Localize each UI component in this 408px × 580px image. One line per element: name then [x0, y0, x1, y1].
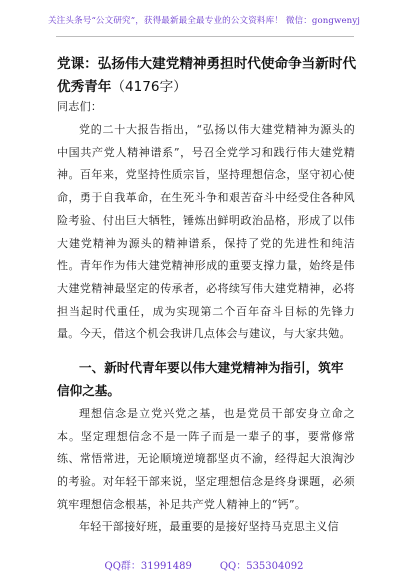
footer-qq-group: QQ群：31991489: [104, 561, 192, 572]
section-heading-1: 一、新时代青年要以伟大建党精神为指引，筑牢信仰之基。: [57, 360, 344, 398]
salutation: 同志们：: [57, 100, 103, 113]
header-promo-note: 关注头条号“公文研究”，获得最新最全最专业的公文资料库！ 微信：gongwenyj: [47, 16, 361, 26]
paragraph-continued: 年轻干部接好班，最重要的是接好坚持马克思主义信: [79, 520, 339, 533]
header-divider: [56, 36, 354, 37]
footer-contact: [0, 557, 408, 572]
title-text: 党课：弘扬伟大建党精神勇担时代使命争当新时代优秀青年: [57, 56, 357, 95]
document-title: [57, 53, 357, 99]
word-count: （4176字）: [111, 79, 187, 95]
footer-qq-number: QQ：535304092: [219, 561, 304, 572]
paragraph-ideals: 理想信念是立党兴党之基，也是党员干部安身立命之本。坚定理想信念不是一阵子而是一辈子的事，要常修常练、常悟常进，无论顺境逆境都坚贞不渝，经得起大浪淘沙的考验。对年轻干部来说，坚定理想信念是终身课题，必须筑牢理想信念根基，补足共产党人精神上的“钙”。: [57, 407, 355, 511]
paragraph-intro: 党的二十大报告指出，“弘扬以伟大建党精神为源头的中国共产党人精神谱系”，号召全党学习和践行伟大建党精神。百年来，党坚持性质宗旨，坚持理想信念，坚守初心使命，勇于自我革命，在生死斗争和艰苦奋斗中经受住各种风险考验、付出巨大牺牲，锤炼出鲜明政治品格，形成了以伟大建党精神为源头的精神谱系，保持了党的先进性和纯洁性。青年作为伟大建党精神形成的重要支撑力量，始终是伟大建党精神最坚定的传承者，必将续写伟大建党精神，必将担当起时代重任，成为实现第二个百年奋斗目标的先锋力量。今天，借这个机会我讲几点体会与建议，与大家共勉。: [57, 123, 355, 341]
